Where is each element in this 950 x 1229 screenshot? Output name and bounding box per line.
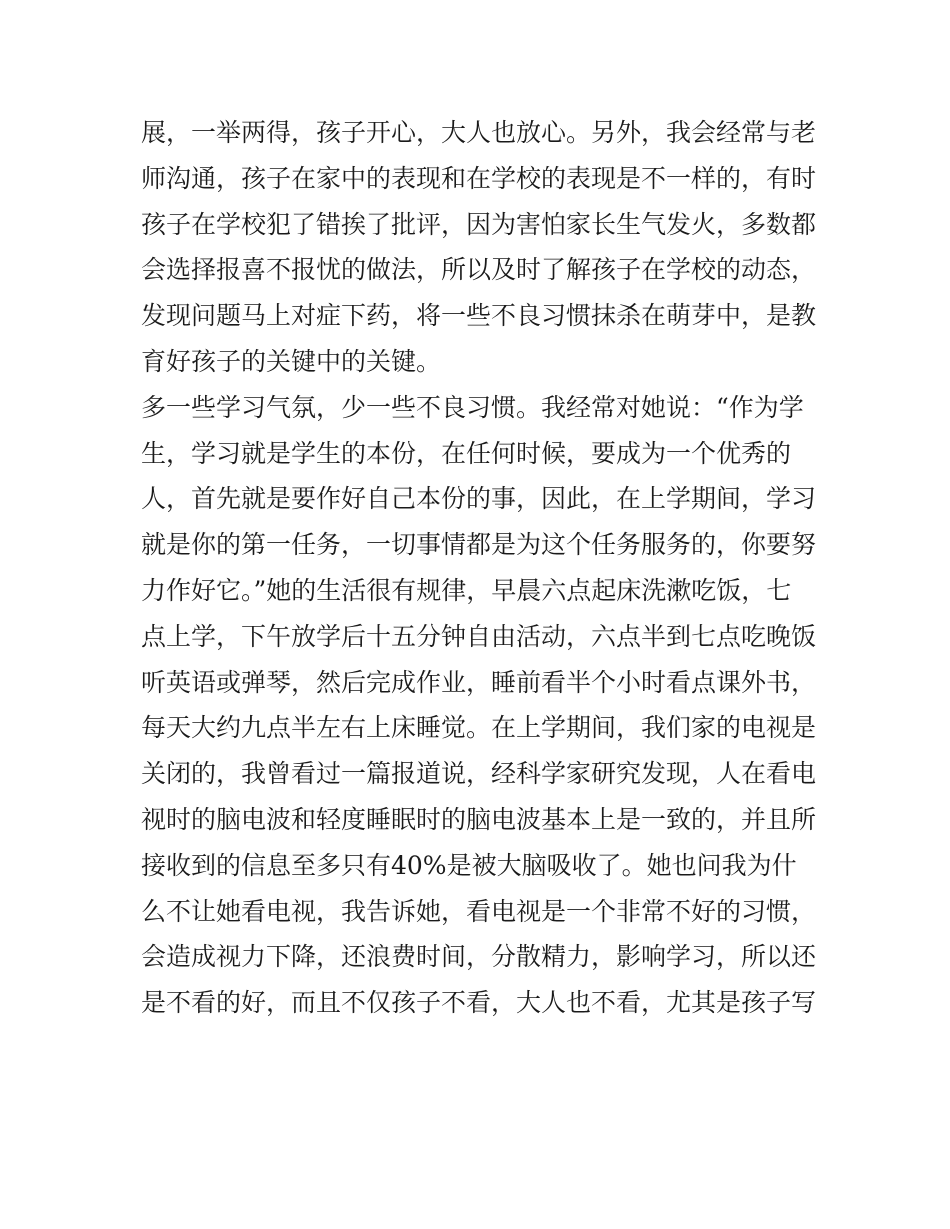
text-line-16: 视时的脑电波和轻度睡眠时的脑电波基本上是一致的，并且所 (141, 804, 817, 834)
text-line-17: 接收到的信息至多只有40%是被大脑吸收了。她也问我为什 (141, 850, 797, 880)
text-line-5: 发现问题马上对症下药，将一些不良习惯抹杀在萌芽中，是教 (141, 301, 817, 331)
text-line-8: 生，学习就是学生的本份，在任何时候，要成为一个优秀的 (141, 438, 792, 468)
text-line-7: 多一些学习气氛，少一些不良习惯。我经常对她说：“作为学 (141, 392, 804, 422)
text-line-10: 就是你的第一任务，一切事情都是为这个任务服务的，你要努 (141, 530, 817, 560)
body-text (141, 110, 816, 1026)
text-line-19: 会造成视力下降，还浪费时间，分散精力，影响学习，所以还 (141, 942, 817, 972)
text-line-20: 是不看的好，而且不仅孩子不看，大人也不看，尤其是孩子写 (141, 988, 817, 1018)
text-line-6: 育好孩子的关键中的关键。 (141, 346, 442, 376)
text-line-15: 关闭的，我曾看过一篇报道说，经科学家研究发现，人在看电 (141, 759, 817, 789)
text-line-13: 听英语或弹琴，然后完成作业，睡前看半个小时看点课外书， (141, 667, 817, 697)
text-line-18: 么不让她看电视，我告诉她，看电视是一个非常不好的习惯， (141, 896, 817, 926)
text-line-11: 力作好它。”她的生活很有规律，早晨六点起床洗漱吃饭，七 (141, 575, 792, 605)
text-line-1: 展，一举两得，孩子开心，大人也放心。另外，我会经常与老 (141, 118, 817, 147)
text-line-2: 师沟通，孩子在家中的表现和在学校的表现是不一样的，有时 (141, 163, 817, 193)
text-line-4: 会选择报喜不报忧的做法，所以及时了解孩子在学校的动态， (141, 255, 817, 285)
text-line-3: 孩子在学校犯了错挨了批评，因为害怕家长生气发火，多数都 (141, 209, 817, 239)
text-line-9: 人，首先就是要作好自己本份的事，因此，在上学期间，学习 (141, 484, 817, 514)
text-line-12: 点上学，下午放学后十五分钟自由活动，六点半到七点吃晚饭 (141, 621, 817, 651)
text-line-14: 每天大约九点半左右上床睡觉。在上学期间，我们家的电视是 (141, 713, 817, 743)
